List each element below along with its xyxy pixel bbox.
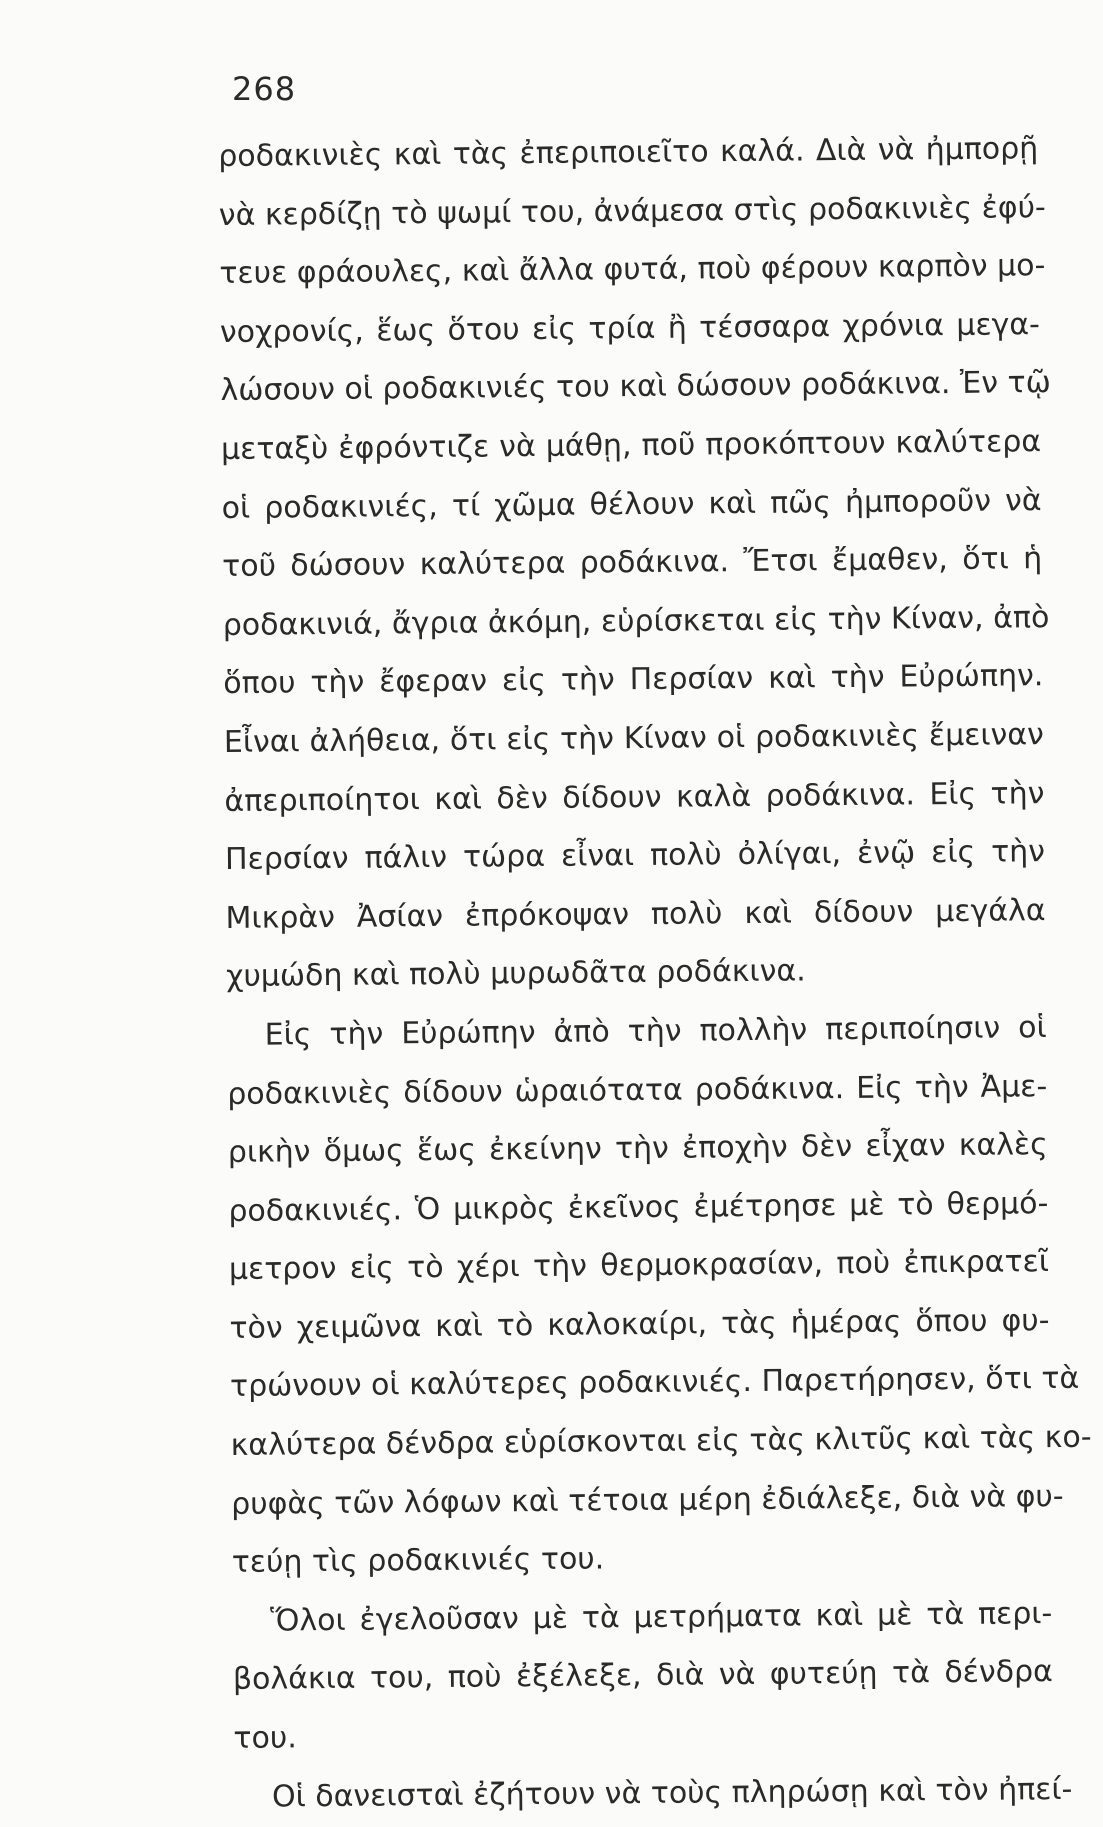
text-line: Ὅλοι ἐγελοῦσαν μὲ τὰ μετρήματα καὶ μὲ τὰ περι- bbox=[270, 1595, 1053, 1639]
text-line: νοχρονίς, ἕως ὅτου εἰς τρία ἢ τέσσαρα χρόνια μεγα- bbox=[219, 306, 1041, 350]
text-line: ροδακινιὲς καὶ τὰς ἐπεριποιεῖτο καλά. Διὰ νὰ ἠμπορῇ bbox=[218, 131, 1039, 174]
text-line: ρικὴν ὅμως ἕως ἐκείνην τὴν ἐποχὴν δὲν εἶχαν καλὲς bbox=[227, 1127, 1048, 1171]
text-line: οἱ ροδακινιές, τί χῶμα θέλουν καὶ πῶς ἠμποροῦν νὰ bbox=[221, 482, 1042, 526]
text-line: μετρον εἰς τὸ χέρι τὴν θερμοκρασίαν, ποὺ ἐπικρατεῖ bbox=[228, 1244, 1050, 1288]
text-line: ροδακινιά, ἄγρια ἀκόμη, εὑρίσκεται εἰς τὴν Κίναν, ἀπὸ bbox=[222, 599, 1050, 643]
page-number: 268 bbox=[232, 70, 297, 108]
text-line: ἀπεριποίητοι καὶ δὲν δίδουν καλὰ ροδάκινα. Εἰς τὴν bbox=[224, 775, 1045, 819]
text-line: Περσίαν πάλιν τώρα εἶναι πολὺ ὀλίγαι, ἐνῷ εἰς τὴν bbox=[224, 834, 1046, 878]
text-line: ὅπου τὴν ἔφεραν εἰς τὴν Περσίαν καὶ τὴν Εὐρώπην. bbox=[223, 658, 1044, 702]
text-line: νὰ κερδίζῃ τὸ ψωμί του, ἀνάμεσα στὶς ροδακινιὲς ἐφύ- bbox=[218, 189, 1046, 233]
text-line: του. bbox=[233, 1720, 297, 1756]
text-line: Μικρὰν Ἀσίαν ἐπρόκοψαν πολὺ καὶ δίδουν μεγάλα bbox=[225, 892, 1046, 936]
text-line: χυμώδη καὶ πολὺ μυρωδᾶτα ροδάκινα. bbox=[225, 953, 806, 995]
text-line: τοῦ δώσουν καλύτερα ροδάκινα. Ἔτσι ἔμαθεν, ὅτι ἡ bbox=[222, 541, 1043, 585]
text-line: μεταξὺ ἐφρόντιζε νὰ μάθῃ, ποῦ προκόπτουν καλύτερα bbox=[220, 424, 1042, 467]
body-text bbox=[218, 120, 1092, 1827]
text-line: Οἱ δανεισταὶ ἐζήτουν νὰ τοὺς πληρώσῃ καὶ τὸν ἠπεί- bbox=[271, 1771, 1073, 1815]
text-line: καλύτερα δένδρα εὑρίσκονται εἰς τὰς κλιτῦς καὶ τὰς κο- bbox=[230, 1419, 1092, 1464]
text-line: Εἰς τὴν Εὐρώπην ἀπὸ τὴν πολλὴν περιποίησιν οἱ bbox=[264, 1009, 1047, 1053]
text-line: βολάκια του, ποὺ ἐξέλεξε, διὰ νὰ φυτεύῃ τὰ δένδρα bbox=[232, 1654, 1054, 1698]
text-line: ροδακινιές. Ὁ μικρὸς ἐκεῖνος ἐμέτρησε μὲ τὸ θερμό- bbox=[228, 1185, 1049, 1229]
text-line: τεύῃ τὶς ροδακινιές του. bbox=[231, 1541, 605, 1581]
text-line: τρώνουν οἱ καλύτερες ροδακινιές. Παρετήρησεν, ὅτι τὰ bbox=[229, 1361, 1080, 1405]
text-line: Εἶναι ἀλήθεια, ὅτι εἰς τὴν Κίναν οἱ ροδακινιὲς ἔμειναν bbox=[223, 717, 1045, 760]
text-line: ροδακινιὲς δίδουν ὡραιότατα ροδάκινα. Εἰς τὴν Ἀμε- bbox=[227, 1068, 1048, 1112]
text-line: τὸν χειμῶνα καὶ τὸ καλοκαίρι, τὰς ἡμέρας ὅπου φυ- bbox=[229, 1302, 1050, 1346]
text-line: ρυφὰς τῶν λόφων καὶ τέτοια μέρη ἐδιάλεξε, διὰ νὰ φυ- bbox=[231, 1478, 1064, 1522]
text-line: τευε φράουλες, καὶ ἄλλα φυτά, ποὺ φέρουν καρπὸν μο- bbox=[219, 248, 1046, 292]
text-line: λώσουν οἱ ροδακινιές του καὶ δώσουν ροδάκινα. Ἐν τῷ bbox=[220, 365, 1051, 409]
